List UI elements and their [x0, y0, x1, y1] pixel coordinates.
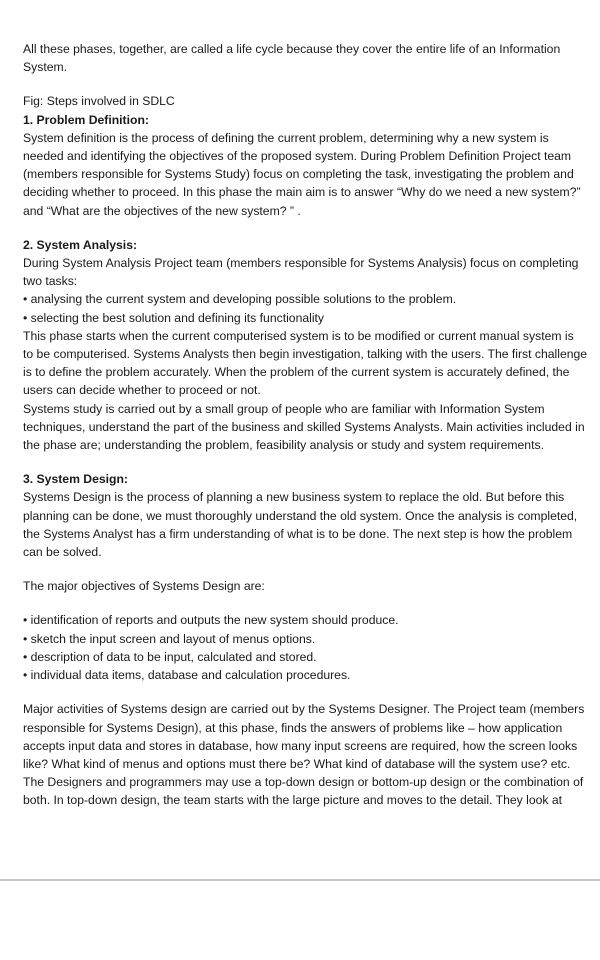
- text-line: This phase starts when the current computerised system is to be modified or current manual system is: [23, 328, 574, 343]
- text-line: responsible for Systems Design), at this phase, finds the answers of problems like – how application: [23, 720, 563, 735]
- text-line: both. In top-down design, the team starts with the large picture and moves to the detail. They look at: [23, 793, 563, 808]
- text-line: can be solved.: [23, 545, 102, 560]
- text-line: planning can be done, we must thoroughly understand the old system. Once the analysis is completed,: [23, 508, 578, 523]
- list-item: • individual data items, database and calculation procedures.: [23, 668, 351, 683]
- figure-caption: Fig: Steps involved in SDLC: [23, 94, 175, 109]
- list-item: • selecting the best solution and defining its functionality: [23, 310, 325, 325]
- document-page: [23, 40, 588, 810]
- page-divider: [0, 879, 600, 881]
- list-item: • description of data to be input, calculated and stored.: [23, 649, 317, 664]
- text-line: deciding whether to proceed. In this phase the main aim is to answer “Why do we need a new system?”: [23, 185, 581, 200]
- text-line: the phase are; understanding the problem, feasibility analysis or study and system requirements.: [23, 438, 544, 453]
- system-design-paragraph-2: [23, 700, 585, 809]
- system-design-paragraph-1: [23, 488, 579, 561]
- intro-paragraph: [23, 40, 579, 76]
- list-item: • identification of reports and outputs the new system should produce.: [23, 613, 399, 628]
- system-analysis-paragraph-2: [23, 400, 585, 455]
- text-line: and “What are the objectives of the new system? ” .: [23, 203, 301, 218]
- list-item: • sketch the input screen and layout of menus options.: [23, 631, 316, 646]
- text-line: The Designers and programmers may use a top-down design or bottom-up design or the combination of: [23, 775, 584, 790]
- system-design-objectives-intro: The major objectives of Systems Design are:: [23, 579, 265, 594]
- text-line: System.: [23, 60, 68, 75]
- text-line: is to define the problem accurately. When the problem of the current system is accurately defined, the: [23, 365, 570, 380]
- text-line: two tasks:: [23, 274, 78, 289]
- list-item: • analysing the current system and developing possible solutions to the problem.: [23, 292, 457, 307]
- text-line: (members responsible for Systems Study) focus on completing the task, investigating the problem and: [23, 167, 574, 182]
- text-line: Major activities of Systems design are carried out by the Systems Designer. The Project team (members: [23, 702, 585, 717]
- text-line: Systems study is carried out by a small group of people who are familiar with Information System: [23, 401, 545, 416]
- text-line: the Systems Analyst has a firm understanding of what is to be done. The next step is how the problem: [23, 526, 573, 541]
- text-line: like? What kind of menus and options must there be? What kind of database will the system use? etc.: [23, 756, 571, 771]
- text-line: to be computerised. Systems Analysts then begin investigation, talking with the users. The first challenge: [23, 347, 588, 362]
- section-heading-system-analysis: 2. System Analysis:: [23, 237, 138, 252]
- text-line: users can decide whether to proceed or not.: [23, 383, 261, 398]
- system-design-bullets: [23, 611, 579, 684]
- section-heading-system-design: 3. System Design:: [23, 472, 128, 487]
- text-line: techniques, understand the part of the business and skilled Systems Analysts. Main activities included in: [23, 419, 585, 434]
- section-heading-problem-definition: 1. Problem Definition:: [23, 112, 149, 127]
- system-analysis-bullets: [23, 290, 579, 326]
- system-analysis-paragraph-1: [23, 327, 588, 400]
- text-line: All these phases, together, are called a life cycle because they cover the entire life of an Information: [23, 42, 561, 56]
- problem-definition-paragraph: [23, 129, 579, 220]
- system-analysis-intro: [23, 254, 579, 290]
- text-line: accepts input data and stores in database, how many input screens are required, how the screen looks: [23, 738, 578, 753]
- text-line: needed and identifying the objectives of the proposed system. During Problem Definition Project team: [23, 149, 572, 164]
- text-line: During System Analysis Project team (members responsible for Systems Analysis) focus on completing: [23, 256, 579, 271]
- text-line: Systems Design is the process of planning a new business system to replace the old. But before this: [23, 490, 565, 505]
- text-line: System definition is the process of defining the current problem, determining why a new system is: [23, 130, 549, 145]
